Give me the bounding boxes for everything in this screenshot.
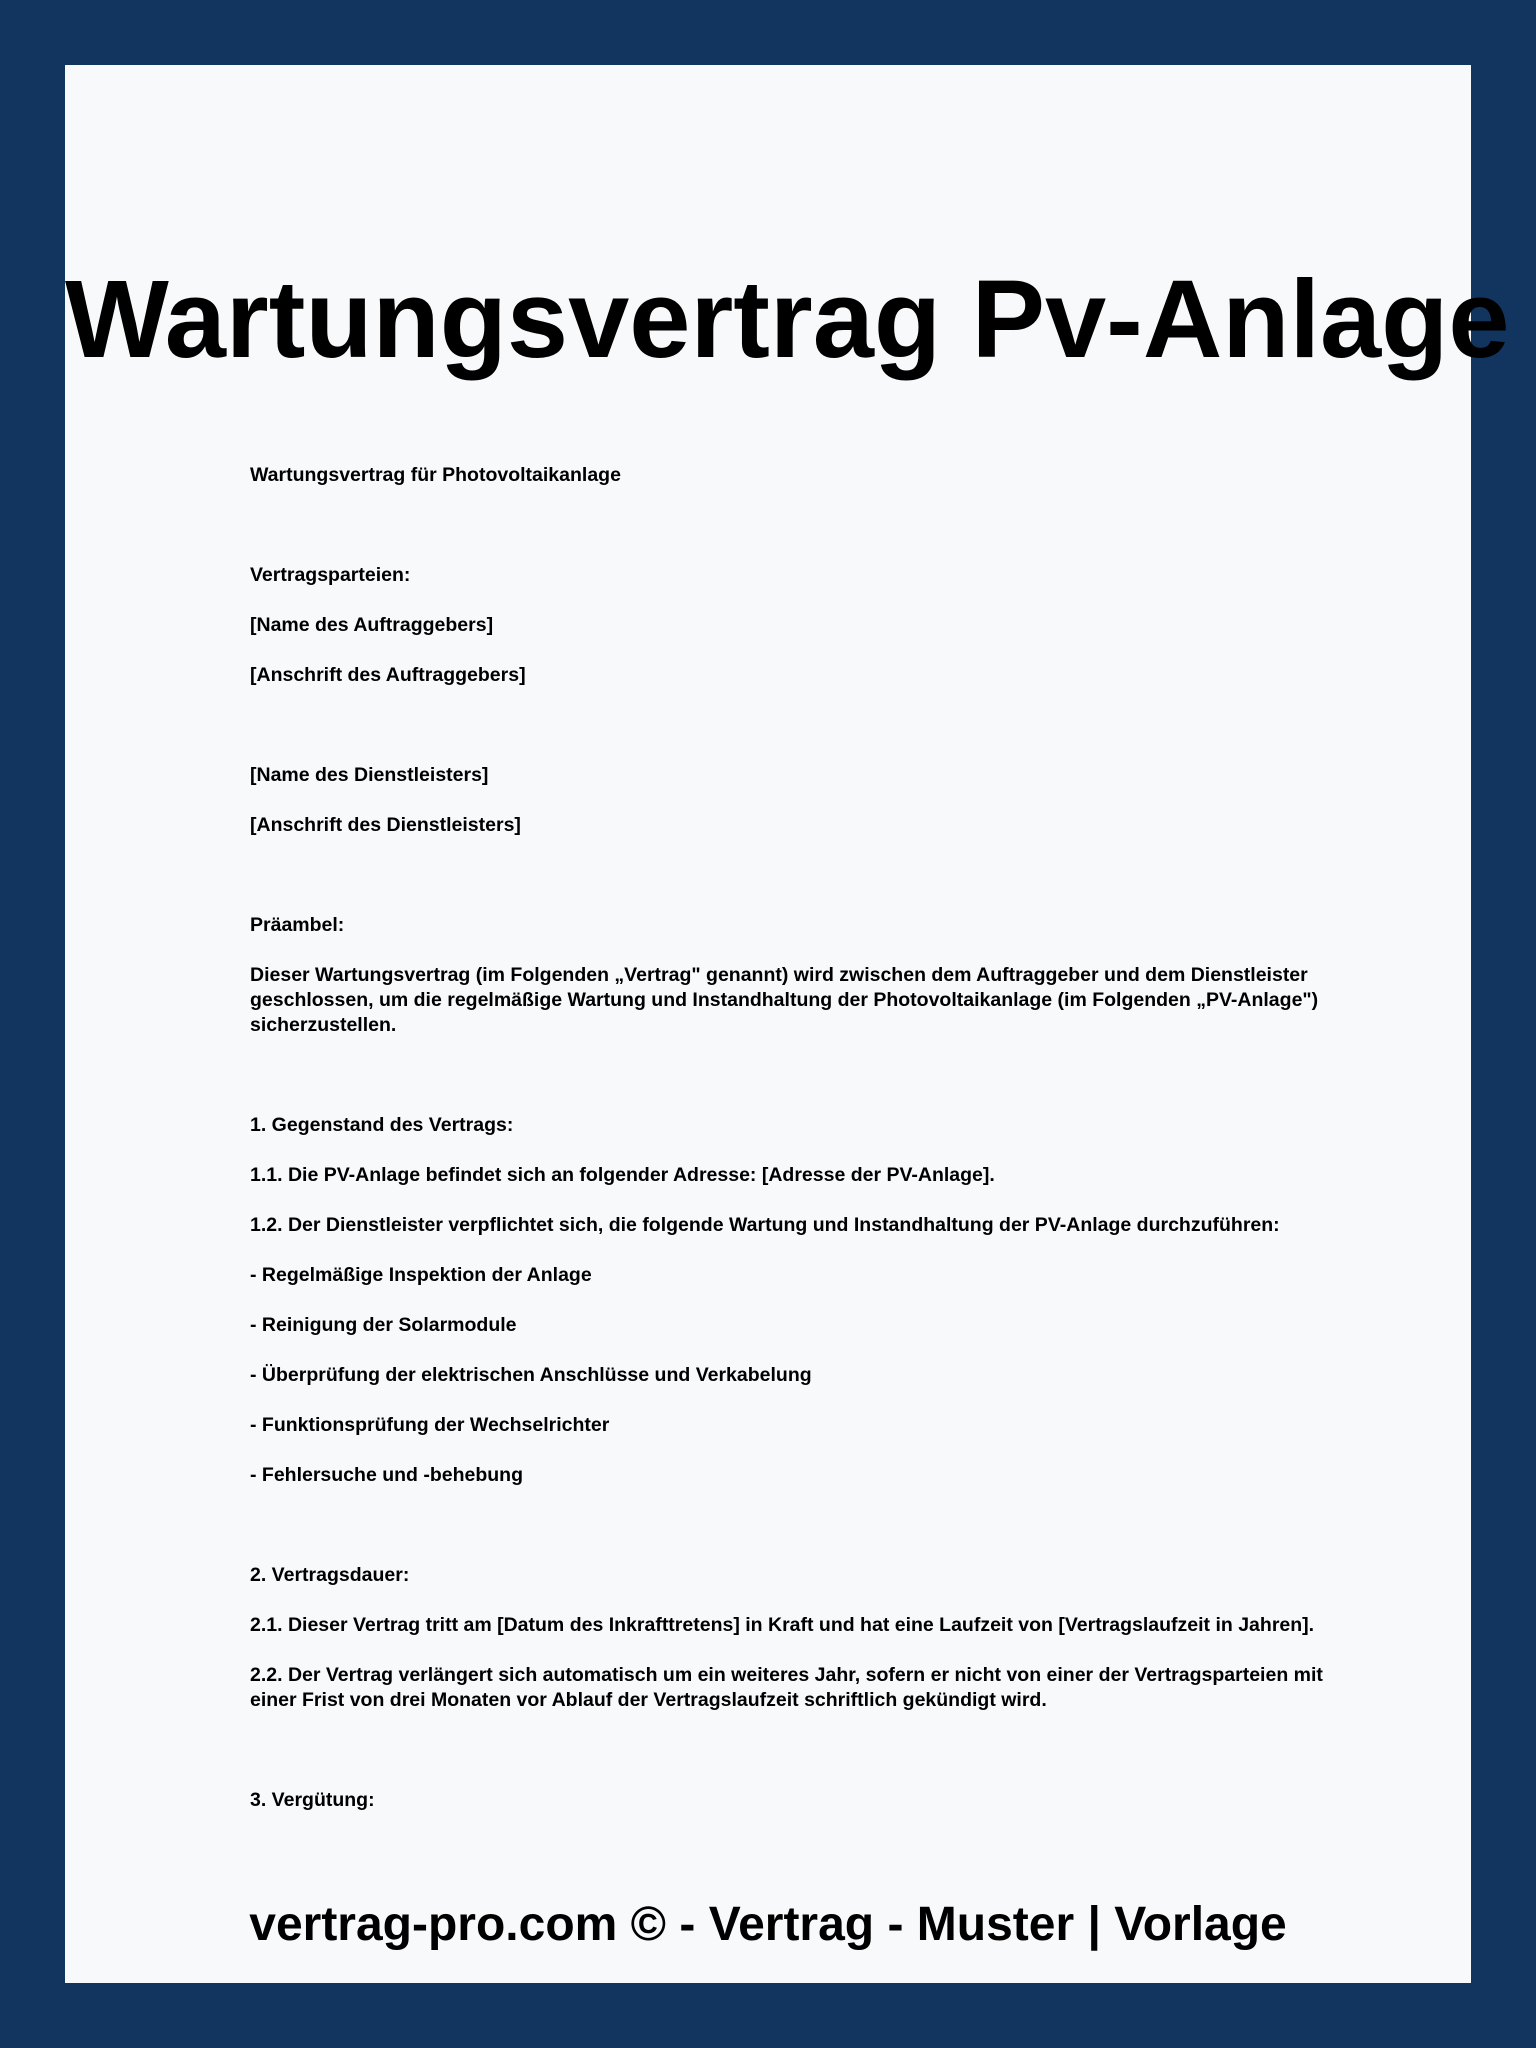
document-body <box>250 463 1350 1838</box>
document-paragraph: 1.2. Der Dienstleister verpflichtet sich, die folgende Wartung und Instandhaltung der PV-Anlage durchzuführen: <box>250 1214 1280 1236</box>
document-paragraph: Dieser Wartungsvertrag (im Folgenden „Vertrag" genannt) wird zwischen dem Auftraggeber und dem Dienstleister geschlossen, um die regelmäßige Wartung und Instandhaltung der Photovoltaikanlage (im Folgenden „PV-Anlage") sicherzustellen. <box>250 964 1319 1036</box>
document-paragraph: Vertragsparteien: <box>250 564 411 586</box>
document-paragraph: 3. Vergütung: <box>250 1789 375 1811</box>
document-paragraph: 1.1. Die PV-Anlage befindet sich an folgender Adresse: [Adresse der PV-Anlage]. <box>250 1164 995 1186</box>
paragraph-gap <box>250 863 1350 913</box>
document-title: Wartungsvertrag Pv-Anlage <box>65 258 1510 381</box>
paragraph-gap <box>250 513 1350 563</box>
paragraph-gap <box>250 1513 1350 1563</box>
document-paragraph: [Name des Auftraggebers] <box>250 614 494 636</box>
document-paragraph: Wartungsvertrag für Photovoltaikanlage <box>250 464 621 486</box>
document-paragraph: 2.1. Dieser Vertrag tritt am [Datum des Inkrafttretens] in Kraft und hat eine Laufzeit von [Vertragslaufzeit in Jahren]. <box>250 1614 1315 1636</box>
document-paragraph: 1. Gegenstand des Vertrags: <box>250 1114 514 1136</box>
document-page <box>65 65 1510 1983</box>
paragraph-gap <box>250 1063 1350 1113</box>
document-paragraph: - Fehlersuche und -behebung <box>250 1464 524 1486</box>
document-paragraph: [Anschrift des Dienstleisters] <box>250 814 521 836</box>
paragraph-gap <box>250 1738 1350 1788</box>
footer-watermark: vertrag-pro.com © - Vertrag - Muster | Vorlage <box>249 1898 1287 1951</box>
document-paragraph: - Überprüfung der elektrischen Anschlüsse und Verkabelung <box>250 1364 812 1386</box>
document-paragraph: [Name des Dienstleisters] <box>250 764 489 786</box>
document-paragraph: - Funktionsprüfung der Wechselrichter <box>250 1414 610 1436</box>
document-paragraph: [Anschrift des Auftraggebers] <box>250 664 526 686</box>
document-paragraph: Präambel: <box>250 914 345 936</box>
document-paragraph: 2. Vertragsdauer: <box>250 1564 410 1586</box>
document-paragraph: 2.2. Der Vertrag verlängert sich automatisch um ein weiteres Jahr, sofern er nicht von einer der Vertragsparteien mit einer Frist von drei Monaten vor Ablauf der Vertragslaufzeit schriftlich gekündigt wird. <box>250 1664 1323 1711</box>
document-paragraph: - Reinigung der Solarmodule <box>250 1314 517 1336</box>
document-paragraph: - Regelmäßige Inspektion der Anlage <box>250 1264 592 1286</box>
paragraph-gap <box>250 713 1350 763</box>
